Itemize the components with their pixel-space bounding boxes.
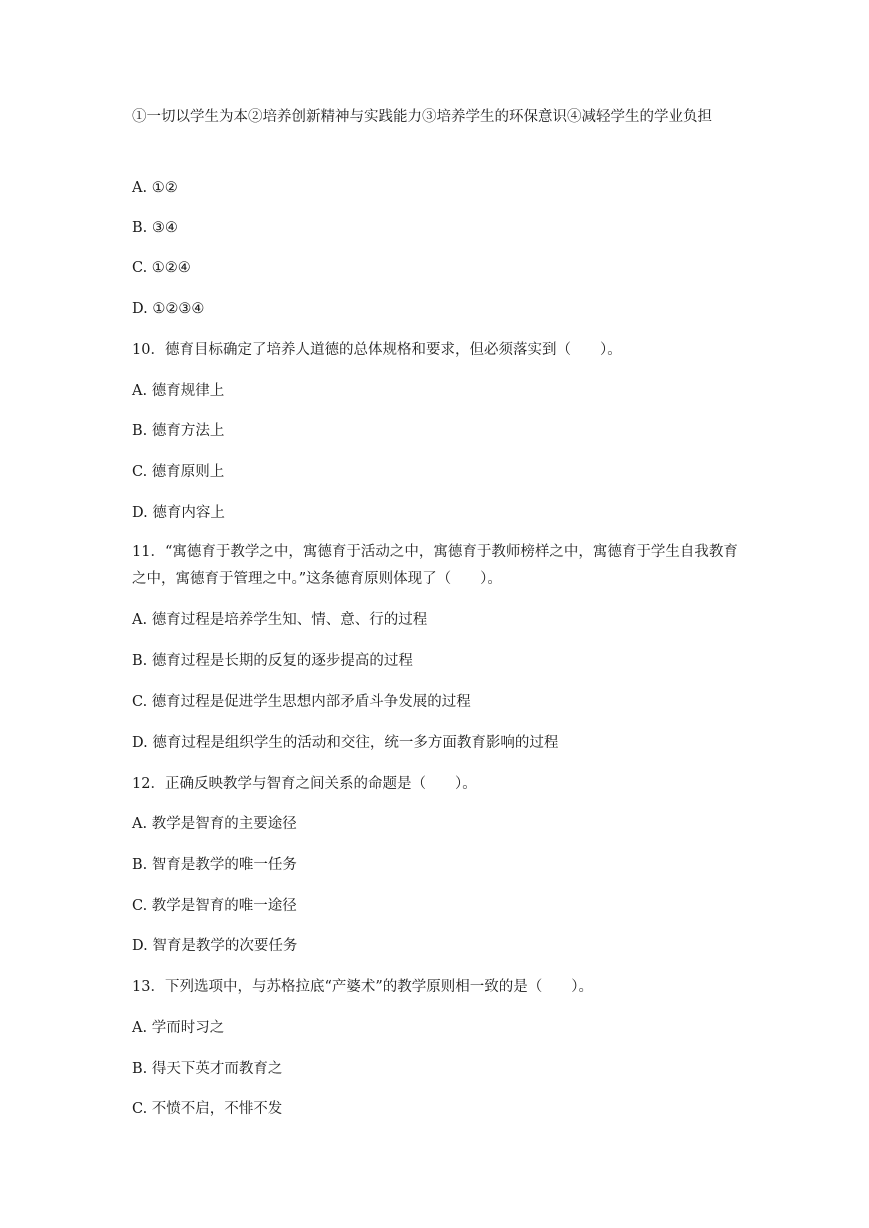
question-12-option-b: B. 智育是教学的唯一任务 [132, 857, 297, 873]
question-12-option-a: A. 教学是智育的主要途径 [132, 816, 297, 832]
question-11-stem: 11．“寓德育于教学之中，寓德育于活动之中，寓德育于教师榜样之中，寓德育于学生自我教育之中，寓德育于管理之中。”这条德育原则体现了（ ）。 [132, 544, 738, 587]
question-13-option-a: A. 学而时习之 [132, 1020, 225, 1036]
question-13-stem: 13．下列选项中，与苏格拉底“产婆术”的教学原则相一致的是（ ）。 [132, 979, 594, 995]
question-12-stem: 12．正确反映教学与智育之间关系的命题是（ ）。 [132, 776, 477, 792]
question-13-option-c: C. 不愤不启，不悱不发 [132, 1101, 283, 1117]
question-10-option-d: D. 德育内容上 [132, 505, 225, 521]
option-a: A. ①② [132, 180, 178, 196]
question-13-option-b: B. 得天下英才而教育之 [132, 1061, 283, 1077]
option-d: D. ①②③④ [132, 301, 205, 317]
option-b: B. ③④ [132, 220, 178, 236]
question-10-option-a: A. 德育规律上 [132, 383, 225, 399]
question-11-option-d: D. 德育过程是组织学生的活动和交往，统一多方面教育影响的过程 [132, 735, 559, 751]
question-11-option-a: A. 德育过程是培养学生知、情、意、行的过程 [132, 612, 428, 628]
question-10-option-b: B. 德育方法上 [132, 423, 225, 439]
option-c: C. ①②④ [132, 260, 191, 276]
question-10-option-c: C. 德育原则上 [132, 464, 225, 480]
question-11-option-c: C. 德育过程是促进学生思想内部矛盾斗争发展的过程 [132, 694, 471, 710]
question-12-option-c: C. 教学是智育的唯一途径 [132, 898, 297, 914]
statement-text: ①一切以学生为本②培养创新精神与实践能力③培养学生的环保意识④减轻学生的学业负担 [132, 109, 712, 125]
question-12-option-d: D. 智育是教学的次要任务 [132, 938, 298, 954]
question-10-stem: 10．德育目标确定了培养人道德的总体规格和要求，但必须落实到（ ）。 [132, 342, 622, 358]
question-11-option-b: B. 德育过程是长期的反复的逐步提高的过程 [132, 653, 413, 669]
